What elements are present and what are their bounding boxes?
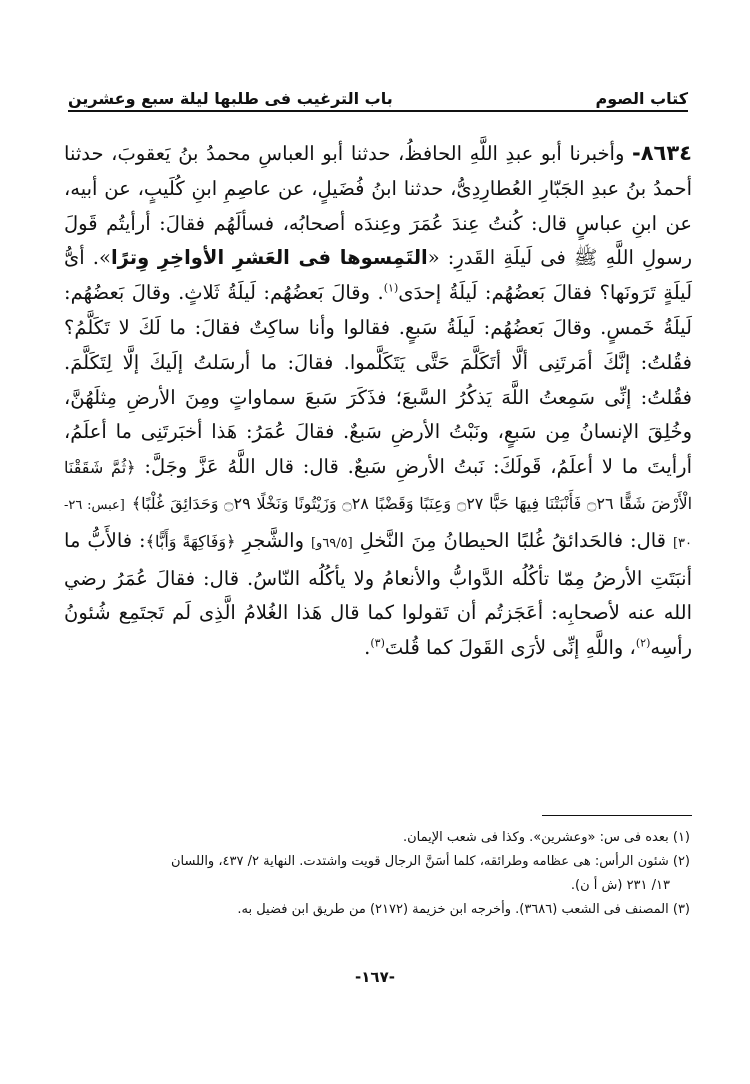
footnote-1: (١) بعده فى س: «وعشرين». وكذا فى شعب الإيمان.: [402, 830, 690, 845]
footnote-marker-3: (٣): [370, 636, 385, 650]
running-header: [68, 80, 688, 108]
footnote-rule: [542, 815, 692, 816]
text-segment-8: .: [364, 636, 371, 660]
quran-reference: [عبس: ٢٦- ٣٠]: [64, 497, 693, 551]
text-segment-6: : فالأَبُّ ما أنبَتَتِ الأرضُ مِمّا تأكُلُه الدَّوابُّ والأنعامُ ولا يأكُلُه النّاسُ. قال: فقالَ عُمَرُ رضي الله عنه لأصحابِه: أعَجَزتُم أن تَقولوا كما قال هَذا الغُلامُ الَّذِى لَم تَجتَمِع شُئونُ رأسِه: [64, 528, 692, 660]
quran-quote-1: ﴿ثُمَّ شَقَقْنَا الْأَرْضَ شَقًّا ۝٢٦ فَأَنْبَتْنَا فِيهَا حَبًّا ۝٢٧ وَعِنَبًا وَقَضْبًا ۝٢٨ وَزَيْتُونًا وَنَخْلًا ۝٢٩ وَحَدَائِقَ غُلْبًا﴾: [64, 458, 693, 513]
text-segment-5: والشَّجرِ: [235, 528, 311, 552]
hadith-quote: التَمِسوها فى العَشرِ الأواخِرِ وِترًا: [110, 246, 428, 270]
footnote-marker-2: (٢): [635, 636, 651, 650]
quran-quote-2: ﴿وَفَاكِهَةً وَأَبًّا﴾: [145, 531, 236, 551]
footnotes: [64, 826, 690, 922]
footnote-2-continuation: ١٣/ ٢٣١ (ش أ ن).: [570, 878, 670, 893]
hadith-paragraph: [64, 136, 692, 666]
chapter-title: باب الترغيب فى طلبها ليلة سبع وعشرين: [68, 89, 393, 108]
text-segment-3: . وقالَ بَعضُهُم: لَيلَةُ ثَلاثٍ. وقالَ بَعضُهُم: لَيلَةُ خَمسٍ. وقالَ بَعضُهُم: لَيلَةُ سَبعٍ. فقالوا وأنا ساكِتٌ فقالَ: ما لَكَ لا تَكَلَّمُ؟ فقُلتُ: إنَّكَ أمَرتَنِى ألَّا أتَكَلَّمَ حَتَّى يَتَكَلَّموا. فقالَ: ما أرسَلتُ إلَيكَ إلَّا لِتَكَلَّمَ. فقُلتُ: إنِّى سَمِعتُ اللَّهَ يَذكُرُ السَّبعَ؛ فذَكَرَ سَبعَ سماواتٍ ومِنَ الأرضِ مِثلَهُنَّ، وخُلِقَ الإنسانُ مِن سَبعٍ، ونَبْتُ الأرضِ سَبعٌ. فقالَ عُمَرُ: هَذا أخبَرتَنِى ما أعلَمُ، أرأيتَ ما لا أعلَمُ، قَولَكَ: نَبتُ الأرضِ سَبعٌ. قال: قال اللَّهُ عَزَّ وجَلَّ:: [64, 281, 692, 479]
header-rule: [68, 110, 688, 112]
footnote-3: (٣) المصنف فى الشعب (٣٦٨٦). وأخرجه ابن خزيمة (٢١٧٢) من طريق ابن فضيل به.: [237, 902, 690, 917]
manuscript-reference: [٦٩/٥و]: [310, 535, 353, 551]
text-segment-1: وأخبرنا أبو عبدِ اللَّهِ الحافظُ، حدثنا أبو العباسِ محمدُ بنُ يَعقوبَ، حدثنا أحمدُ بنُ عبدِ الجَبّارِ العُطارِدِىُّ، حدثنا ابنُ فُضَيلٍ، عن عاصِمِ ابنِ كُلَيبٍ، عن أبيه، عن ابنِ عباسٍ قال: كُنتُ عِندَ عُمَرَ وعِندَه أصحابُه، فسألَهُم فقالَ: أرأيتُم قَولَ رسولِ اللَّهِ ﷺ فى لَيلَةِ القَدرِ: «: [64, 142, 693, 270]
hadith-text: [64, 136, 692, 666]
footnote-2: (٢) شئون الرأس: هى عظامه وطرائقه، كلما أسَنَّ الرجال قويت واشتدت. النهاية ٢/ ٤٣٧، واللسان: [170, 854, 690, 869]
book-title: كتاب الصوم: [595, 89, 688, 108]
text-segment-2: ». أىُّ لَيلَةٍ تَرَونَها؟ فقالَ بَعضُهُم: لَيلَةُ إحدَى: [64, 246, 693, 305]
text-segment-7: ، واللَّهِ إنِّى لأرَى القَولَ كما قُلتَ: [384, 636, 636, 660]
hadith-number: ٨٦٣٤-: [632, 141, 692, 165]
page-number: -١٦٧-: [355, 968, 395, 986]
footnote-marker-1: (١): [383, 281, 399, 295]
text-segment-4: قال: فالحَدائقُ غُلبًا الحيطانُ مِنَ النَّخلِ: [352, 528, 673, 552]
